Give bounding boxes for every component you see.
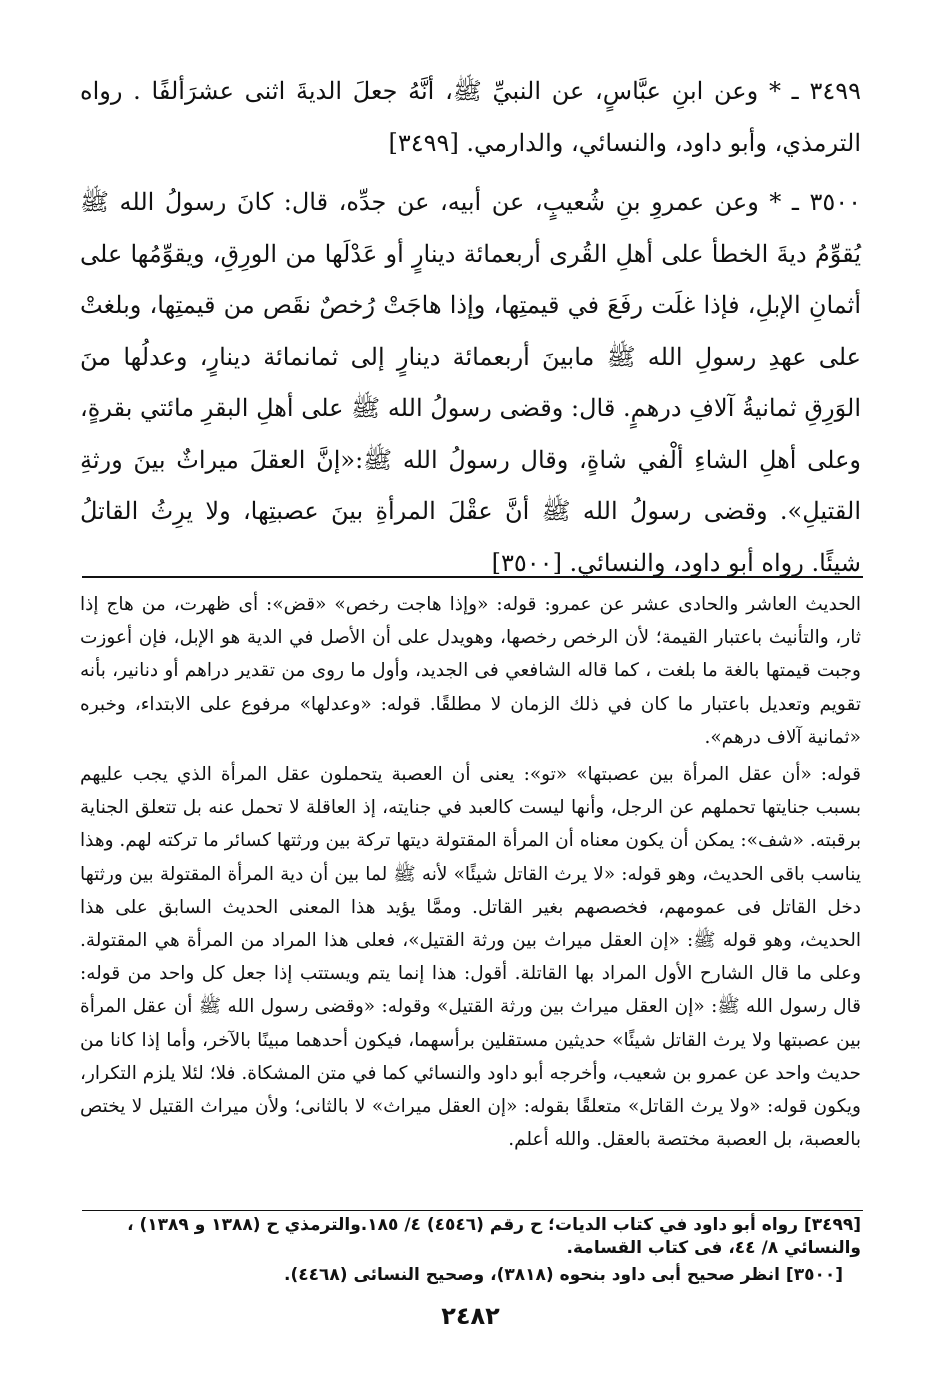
footnote-3499: [٣٤٩٩] رواه أبو داود في كتاب الديات؛ ح رقم (٤٥٤٦) ٤/ ١٨٥.والترمذي ح (١٣٨٨ و ١٣٨٩) ، والنسائي ٨/ ٤٤، فى كتاب القسامة. bbox=[127, 1215, 861, 1258]
commentary-paragraph: قوله: «أن عقل المرأة بين عصبتها» «تو»: يعنى أن العصبة يتحملون عقل المرأة الذي يجب عليهم بسبب جنايتها تحملهم عن الرجل، وأنها ليست كالعبد في جنايته، إذ العاقلة لا تحمل عنه بل تتعلق الجناية برقبته. «شف»: يمكن أن يكون معناه أن المرأة المقتولة ديتها تركة بين ورثتها كسائر ما تركته لهم. وهذا يناسب باقى الحديث، وهو قوله: «لا يرث القاتل شيئًا» لأنه ﷺ لما بين أن دية المرأة المقتولة بين ورثتها دخل القاتل فى عمومهم، فخصصهم بغير القاتل. وممَّا يؤيد هذا المعنى الحديث السابق على هذا الحديث، وهو قوله ﷺ: «إن العقل ميراث بين ورثة القتيل»، فعلى هذا المراد من المرأة هي المقتولة. وعلى ما قال الشارح الأول المراد بها القاتلة. أقول: هذا إنما يتم ويستتب إذا جعل كل واحد من قوله: قال رسول الله ﷺ: «إن العقل ميراث بين ورثة القتيل» وقوله: «وقضى رسول الله ﷺ أن عقل المرأة بين عصبتها ولا يرث القاتل شيئًا» حديثين مستقلين برأسهما، فيكون أحدهما مبينًا بالآخر، وأما إذا كانا من حديث واحد عن عمرو بن شعيب، وأخرجه أبو داود والنسائي كما في متن المشكاة. فلا؛ لئلا يلزم التكرار، ويكون قوله: «ولا يرث القاتل» متعلقًا بقوله: «إن العقل ميراث» لا بالثانى؛ ولأن ميراث القتيل لا يختص بالعصبة، بل العصبة مختصة بالعقل. والله أعلم. bbox=[80, 764, 861, 1151]
main-divider bbox=[82, 576, 863, 578]
hadith-text bbox=[80, 66, 861, 589]
hadith-3500: ٣٥٠٠ ـ * وعن عمروِ بنِ شُعيبٍ، عن أبيه، عن جدِّه، قال: كانَ رسولُ الله ﷺ يُقوِّمُ ديةَ الخطأ على أهلِ القُرى أربعمائة دينارٍ أو عَدْلَها من الورِقِ، ويقوِّمُها على أثمانِ الإبلِ، فإذا غلَت رفَعَ في قيمتِها، وإذا هاجَتْ رُخصٌ نقَص من قيمتِها، وبلغتْ على عهدِ رسولِ الله ﷺ مابينَ أربعمائة دينارٍ إلى ثمانمائة دينارٍ، وعدلُها منَ الوَرِقِ ثمانيةُ آلافِ درهمٍ. قال: وقضى رسولُ الله ﷺ على أهلِ البقرِ مائتي بقرةٍ، وعلى أهلِ الشاءِ ألْفي شاةٍ، وقال رسولُ الله ﷺ:«إنَّ العقلَ ميراثٌ بينَ ورثةِ القتيلِ». وقضى رسولُ الله ﷺ أنَّ عقْلَ المرأةِ بينَ عصبتِها، ولا يرِثُ القاتلُ شيئًا. رواه أبو داود، والنسائي. [٣٥٠٠] bbox=[80, 188, 862, 577]
commentary-text bbox=[80, 588, 861, 1156]
footnote-divider bbox=[82, 1210, 863, 1211]
page-number: ٢٤٨٢ bbox=[441, 1302, 500, 1330]
footnote-3500: [٣٥٠٠] انظر صحيح أبى داود بنحوه (٣٨١٨)، وصحيح النسائى (٤٤٦٨). bbox=[284, 1265, 843, 1285]
commentary-paragraph: الحديث العاشر والحادى عشر عن عمرو: قوله: «وإذا هاجت رخص» «قض»: أى ظهرت، من هاج إذا ثار، والتأنيث باعتبار القيمة؛ لأن الرخص رخصها، وهويدل على أن الأصل في الدية هو الإبل، فإن أعوزت وجبت قيمتها بالغة ما بلغت ، كما قاله الشافعي فى الجديد، وأول ما روى من تقدير دراهم أو دنانير، بأنه تقويم وتعديل باعتبار ما كان في ذلك الزمان لا مطلقًا. قوله: «وعدلها» مرفوع على الابتداء، وخبره «ثمانية آلاف درهم». bbox=[80, 594, 861, 748]
hadith-3499: ٣٤٩٩ ـ * وعن ابنِ عبَّاسٍ، عن النبيِّ ﷺ، أنَّهُ جعلَ الديةَ اثنى عشرَألفًا . رواه الترمذي، وأبو داود، والنسائي، والدارمي. [٣٤٩٩] bbox=[80, 77, 861, 157]
footnotes bbox=[80, 1214, 861, 1287]
